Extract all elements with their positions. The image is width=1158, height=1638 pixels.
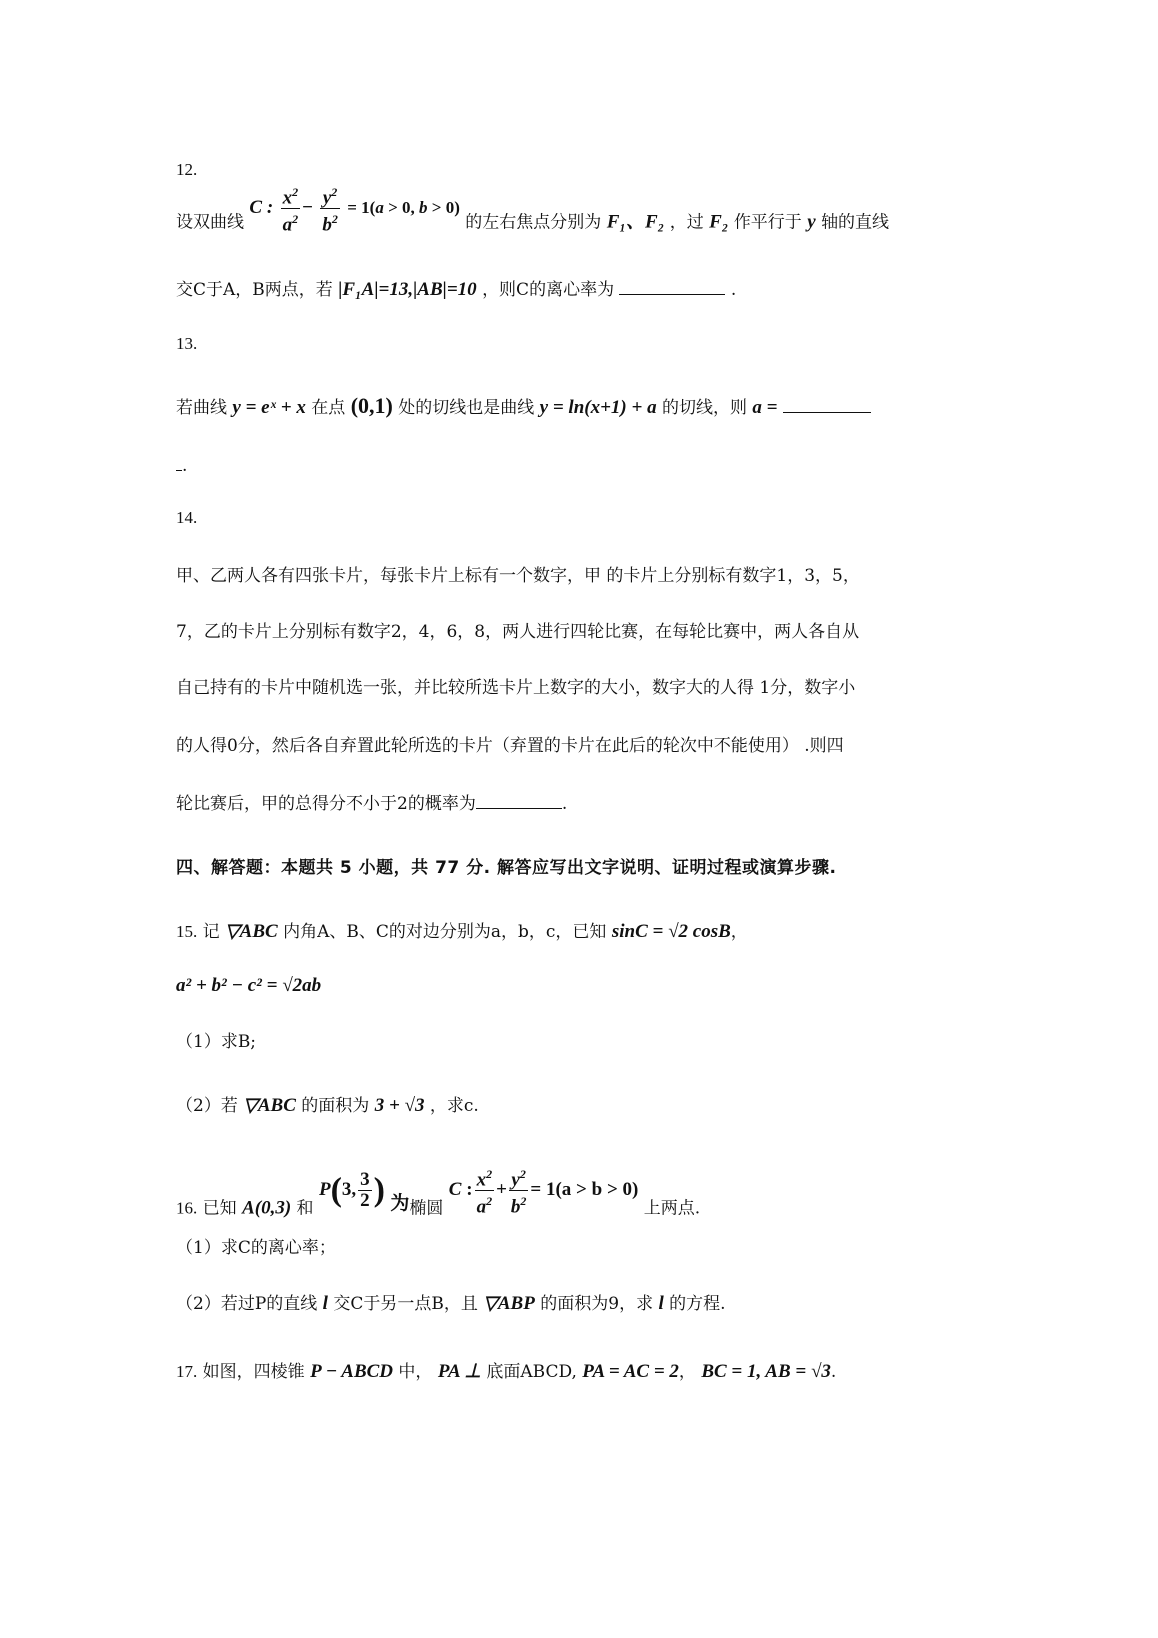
q14-line3: 自己持有的卡片中随机选一张，并比较所选卡片上数字的大小，数字大的人得 1分，数字小 — [176, 678, 856, 698]
q12-f2: F₂ — [709, 211, 729, 233]
q17-base: 底面ABCD, — [486, 1362, 577, 1382]
q14-line1: 甲、乙两人各有四张卡片，每张卡片上标有一个数字，甲 的卡片上分别标有数字1，3，5， — [176, 566, 860, 586]
q13-answer-blank[interactable] — [783, 394, 871, 413]
q16-number: 16. — [176, 1198, 198, 1218]
q17-eq2: BC = 1, AB = √3 — [701, 1361, 831, 1382]
q16-prefix: 已知 — [202, 1198, 237, 1219]
q15-part2-suffix: ，求c. — [429, 1096, 479, 1116]
q12-suffix: 的左右焦点分别为 — [465, 212, 602, 233]
q13-line2 — [176, 452, 187, 478]
q15-part2-prefix: （2）若 — [176, 1096, 238, 1116]
q15-line2 — [176, 974, 321, 998]
q12-condition: = 1(a > 0, b > 0) — [347, 198, 460, 218]
q16-line-l-2: l — [658, 1293, 664, 1314]
q14-line5-text: 轮比赛后，甲的总得分不小于2的概率为 — [176, 794, 476, 814]
q12-line1: 设双曲线 C : $\frac{x^2}{a^2}$ − $\frac{y^2}{b^2}$ = 1(a > 0, b > 0) 的左右焦点分别为 F₁、F₂ ，过 F₂ 作平行于 y 轴的直线 — [176, 196, 889, 250]
q16-ellipse: C : $\frac{x^2}{a^2}$ + $\frac{y^2}{b^2}$ = 1(a > b > 0) — [448, 1167, 639, 1218]
q16-point-p: P(3, $\frac{3}{2}$ ) — [318, 1169, 385, 1212]
q15-eq1: sinC = √2 cosB — [611, 921, 731, 942]
q16-part2-mid2: 的面积为9，求 — [540, 1294, 654, 1314]
q14-line4: 的人得0分，然后各自弃置此轮所选的卡片（弃置的卡片在此后的轮次中不能使用） .则四 — [176, 736, 844, 756]
q14-line5 — [176, 790, 567, 816]
q16-part2-suffix: 的方程. — [669, 1294, 726, 1314]
q15-eq2: a² + b² − c² = √2ab — [176, 975, 322, 996]
q17-mid1: 中， — [398, 1362, 433, 1382]
q13-curve1: y = eˣ + x — [232, 397, 306, 418]
q14-end: . — [561, 794, 568, 814]
q16-part2 — [176, 1292, 726, 1316]
q15-prefix: 记 — [202, 922, 220, 942]
q12-mid: ，过 — [669, 212, 704, 233]
q15-part2-tri: ▽ABC — [243, 1095, 296, 1116]
q17-prefix: 如图，四棱锥 — [202, 1362, 305, 1382]
q15-tri: ▽ABC — [225, 921, 278, 942]
q15-part1: （1）求B; — [176, 1032, 257, 1052]
q12-axis-suffix: 轴的直线 — [821, 212, 890, 233]
q12-frac-y: $\frac{y^2}{b^2}$ — [322, 185, 338, 236]
q16-line1 — [176, 1167, 701, 1236]
q15-comma: ， — [730, 922, 748, 942]
q15-number: 15. — [176, 922, 198, 941]
q13-prefix: 若曲线 — [176, 398, 227, 418]
q16-wei: 为 — [390, 1193, 410, 1215]
q12-cond: |F₁A|=13,|AB|=10 — [338, 279, 477, 300]
q13-line1 — [176, 394, 871, 420]
q15-part2 — [176, 1094, 479, 1118]
q12-number: 12. — [176, 160, 198, 179]
q16-part2-prefix: （2）若过P的直线 — [176, 1294, 318, 1314]
q17-pa: PA ⊥ — [437, 1361, 481, 1382]
q12-axis: y — [807, 211, 816, 233]
q12-end: . — [730, 280, 737, 300]
q13-curve2: y = ln(x+1) + a — [539, 397, 657, 418]
q12-axis-text: 作平行于 — [733, 212, 802, 233]
q12-line2-prefix: 交C于A，B两点，若 — [176, 280, 333, 300]
q16-tri: ▽ABP — [483, 1293, 535, 1314]
q14-line2: 7，乙的卡片上分别标有数字2，4，6，8，两人进行四轮比赛，在每轮比赛中，两人各自从 — [176, 622, 860, 642]
section4-title: 四、解答题：本题共 5 小题，共 77 分. 解答应写出文字说明、证明过程或演算步骤. — [176, 858, 837, 878]
q17-number: 17. — [176, 1362, 198, 1381]
q15-text1: 内角A、B、C的对边分别为a，b，c，已知 — [283, 922, 607, 942]
q17-line1 — [176, 1360, 836, 1384]
q13-mid: 处的切线也是曲线 — [398, 398, 535, 418]
q15-part2-mid: 的面积为 — [301, 1096, 370, 1116]
q16-line-l: l — [322, 1293, 328, 1314]
q14-number: 14. — [176, 508, 198, 527]
q17-end: . — [830, 1362, 837, 1382]
q13-point: (0,1) — [350, 393, 393, 418]
q12-line2 — [176, 276, 736, 302]
q13-end: . — [182, 456, 188, 476]
q16-ellipse-word: 椭圆 — [409, 1198, 444, 1219]
q15-line1 — [176, 920, 748, 944]
q16-and: 和 — [296, 1198, 314, 1219]
q12-curve: C : — [249, 197, 274, 219]
q16-point-a: A(0,3) — [242, 1197, 292, 1219]
q12-answer-blank[interactable] — [619, 276, 725, 295]
q12-line2-suffix: ，则C的离心率为 — [482, 280, 615, 300]
q17-eq1: PA = AC = 2 — [582, 1361, 679, 1382]
q16-part2-mid: 交C于另一点B，且 — [333, 1294, 478, 1314]
q13-at-point: 在点 — [311, 398, 346, 418]
q13-number: 13. — [176, 334, 198, 353]
q12-frac-x: $\frac{x^2}{a^2}$ — [282, 185, 299, 236]
q13-suffix: 的切线，则 — [662, 398, 747, 418]
q16-suffix: 上两点. — [643, 1198, 701, 1219]
q17-comma: ， — [678, 1362, 696, 1382]
q12-foci: F₁、F₂ — [606, 211, 665, 233]
q16-part1: （1）求C的离心率； — [176, 1238, 336, 1258]
q12-prefix: 设双曲线 — [176, 212, 244, 233]
q13-var: a = — [752, 397, 778, 418]
q14-answer-blank[interactable] — [476, 790, 562, 809]
q15-area: 3 + √3 — [374, 1095, 425, 1116]
q17-pyramid: P − ABCD — [310, 1361, 394, 1382]
